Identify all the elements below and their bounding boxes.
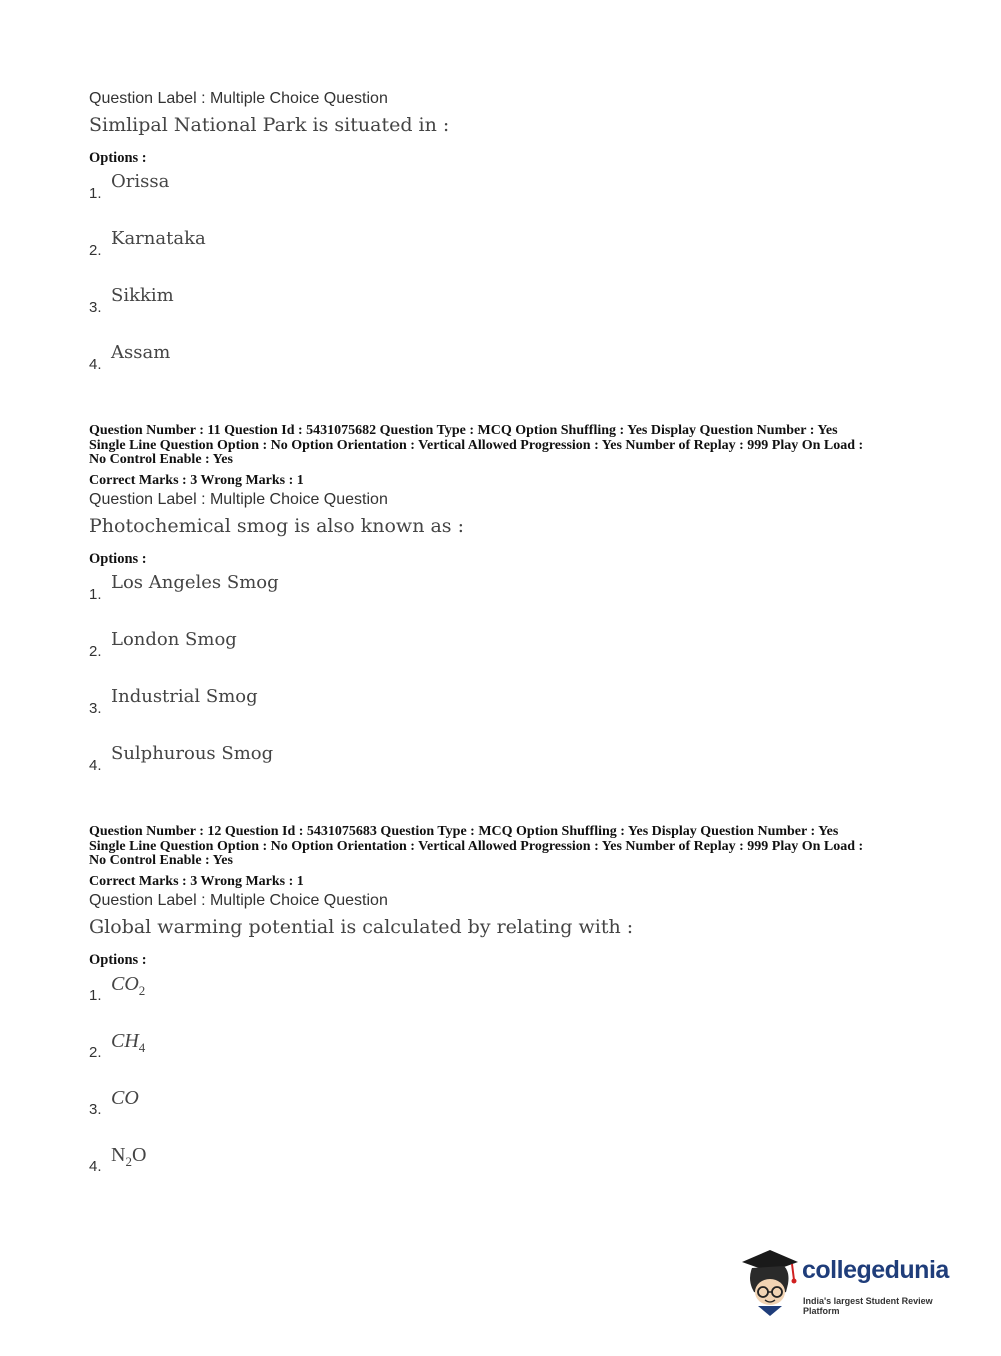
- option-2: 2. Karnataka: [89, 228, 206, 259]
- option-4: 4. $N_2O$: [89, 1144, 147, 1175]
- option-3: 3. Sikkim: [89, 285, 174, 316]
- question-text: Simlipal National Park is situated in :: [89, 114, 450, 136]
- question-meta: Question Number : 11 Question Id : 5431075682 Question Type : MCQ Option Shuffling : Yes Display Question Number : Yes Single Line Question Option : No Option Orientation : Vertical Allowed Progression : Yes Number of Replay : 999 Play On Load : No Control Enable : Yes: [89, 423, 864, 467]
- question-meta: Question Number : 12 Question Id : 5431075683 Question Type : MCQ Option Shuffling : Yes Display Question Number : Yes Single Line Question Option : No Option Orientation : Vertical Allowed Progression : Yes Number of Replay : 999 Play On Load : No Control Enable : Yes: [89, 824, 864, 868]
- marks: Correct Marks : 3 Wrong Marks : 1: [89, 472, 304, 488]
- question-label: Question Label : Multiple Choice Question: [89, 90, 388, 107]
- option-3: 3. CO: [89, 1087, 139, 1118]
- question-text: Global warming potential is calculated by relating with :: [89, 916, 634, 938]
- options-list: [89, 973, 919, 1201]
- option-2: 2. London Smog: [89, 629, 237, 660]
- options-list: [89, 572, 919, 800]
- options-heading: Options :: [89, 952, 147, 968]
- option-2: 2. $CH_4$: [89, 1030, 146, 1061]
- brand-name: collegedunia: [802, 1256, 949, 1284]
- question-12: [89, 825, 919, 1201]
- option-4: 4. Assam: [89, 342, 171, 373]
- option-4: 4. Sulphurous Smog: [89, 743, 274, 774]
- question-text: Photochemical smog is also known as :: [89, 515, 464, 537]
- brand-tagline: India's largest Student Review Platform: [803, 1296, 933, 1316]
- marks: Correct Marks : 3 Wrong Marks : 1: [89, 873, 304, 889]
- question-10: [89, 90, 919, 399]
- options-heading: Options :: [89, 551, 147, 567]
- question-label: Question Label : Multiple Choice Question: [89, 892, 388, 909]
- collegedunia-logo: [740, 1248, 970, 1318]
- question-11: [89, 424, 919, 800]
- graduate-mascot-icon: [740, 1248, 800, 1318]
- option-1: 1. Orissa: [89, 171, 170, 202]
- option-3: 3. Industrial Smog: [89, 686, 258, 717]
- question-label: Question Label : Multiple Choice Question: [89, 491, 388, 508]
- option-1: 1. $CO_2$: [89, 973, 146, 1004]
- options-list: [89, 171, 919, 399]
- option-1: 1. Los Angeles Smog: [89, 572, 279, 603]
- options-heading: Options :: [89, 150, 147, 166]
